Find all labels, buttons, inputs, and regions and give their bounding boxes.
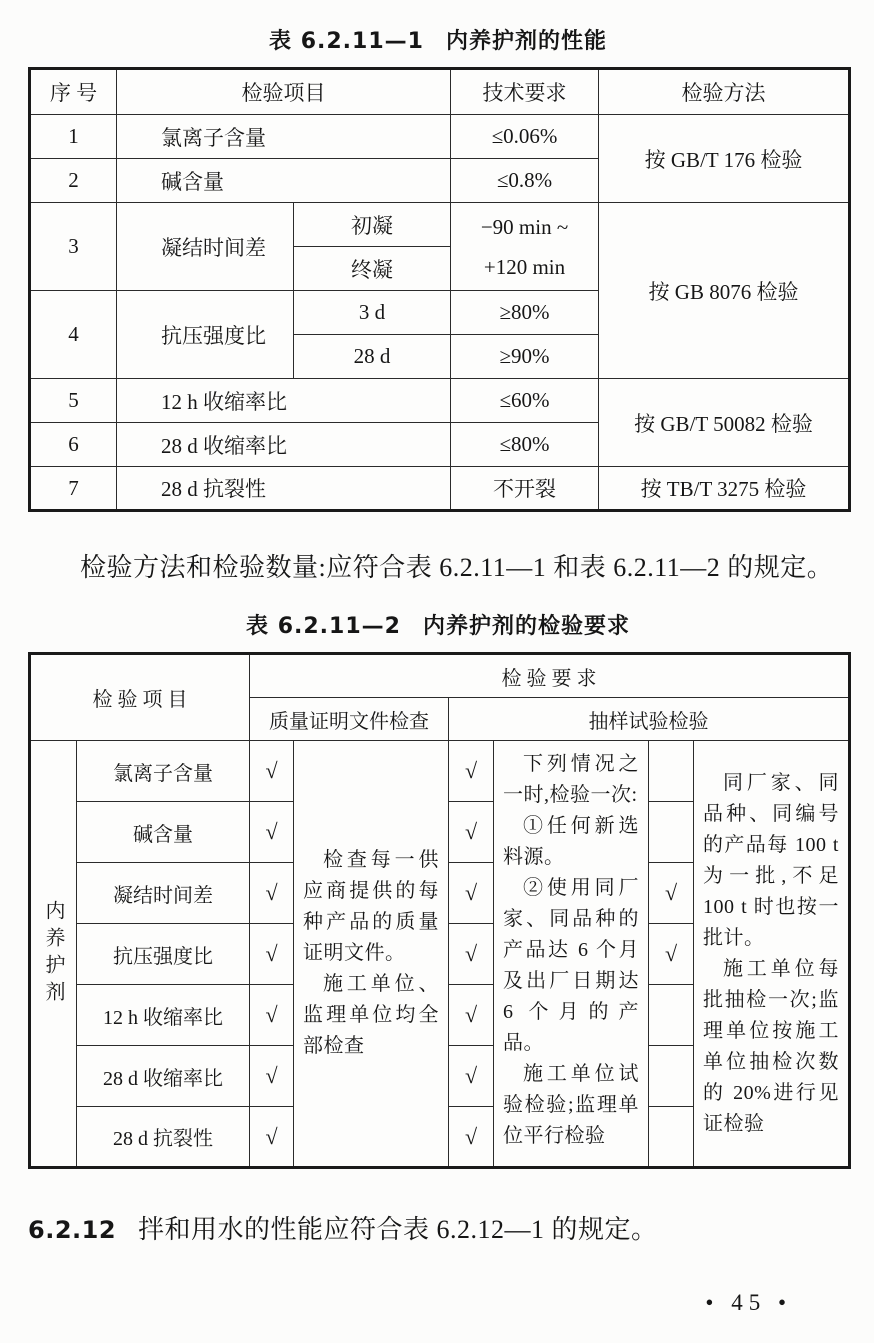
method-cell: 按 GB 8076 检验 [599, 203, 850, 379]
witness-check-cell: √ [649, 863, 694, 924]
requirement-line2: +120 min [483, 254, 566, 279]
table1-title [28, 24, 848, 55]
requirement-cell: ≤0.06% [451, 115, 599, 159]
sample-check-cell: √ [449, 1046, 494, 1107]
performance-table [28, 67, 851, 512]
table2-title [28, 609, 848, 640]
page-number: • 45 • [705, 1290, 792, 1315]
column-header-item: 检 验 项 目 [30, 654, 250, 741]
item-cell: 氯离子含量 [77, 741, 250, 802]
sampling-note-p3: ②使用同厂家、同品种的产品达 6 个月及出厂日期达 6 个月的产品。 [503, 877, 639, 1054]
column-header-item: 检验项目 [117, 69, 451, 115]
table-row [30, 741, 850, 802]
method-cell: 按 TB/T 3275 检验 [599, 467, 850, 511]
method-cell: 按 GB/T 50082 检验 [599, 379, 850, 467]
requirement-cell: ≤60% [451, 379, 599, 423]
sub-item-cell: 3 d [294, 291, 451, 335]
sampling-note-p2: ①任何新选料源。 [503, 815, 639, 868]
table2-title-text: 内养护剂的检验要求 [422, 614, 630, 639]
column-header-no: 序 号 [30, 69, 117, 115]
requirement-cell: ≤0.8% [451, 159, 599, 203]
cert-check-cell: √ [250, 802, 294, 863]
sub-item-cell: 终凝 [294, 247, 451, 291]
item-cell: 凝结时间差 [77, 863, 250, 924]
seq-cell: 5 [30, 379, 117, 423]
requirement-line1: −90 min ~ [480, 214, 569, 239]
cert-note-p2: 施工单位、监理单位均全部检查 [303, 973, 439, 1057]
column-header-sampling-test: 抽样试验检验 [449, 698, 850, 741]
table1-title-label: 表 6.2.11—1 [269, 29, 424, 54]
witness-check-cell [649, 802, 694, 863]
inspection-requirements-table [28, 652, 851, 1169]
item-cell: 碱含量 [117, 159, 451, 203]
batch-note-p2: 施工单位每批抽检一次;监理单位按施工单位抽检次数的 20%进行见证检验 [703, 957, 839, 1135]
sampling-note-p1: 下列情况之一时,检验一次: [503, 753, 639, 806]
sub-item-cell: 初凝 [294, 203, 451, 247]
column-header-requirement: 技术要求 [451, 69, 599, 115]
batch-note-p1: 同厂家、同品种、同编号的产品每 100 t 为一批,不足 100 t 时也按一批计。 [703, 771, 839, 949]
sampling-note-p4: 施工单位试验检验;监理单位平行检验 [503, 1063, 639, 1147]
witness-check-cell [649, 1046, 694, 1107]
table-header-row [30, 69, 850, 115]
clause-number: 6.2.12 [28, 1216, 117, 1244]
item-cell: 28 d 抗裂性 [77, 1107, 250, 1168]
column-header-requirement: 检 验 要 求 [250, 654, 850, 698]
sample-check-cell: √ [449, 1107, 494, 1168]
witness-check-cell [649, 1107, 694, 1168]
cert-check-cell: √ [250, 1107, 294, 1168]
method-cell: 按 GB/T 176 检验 [599, 115, 850, 203]
item-cell: 碱含量 [77, 802, 250, 863]
item-cell: 28 d 收缩率比 [77, 1046, 250, 1107]
table-row [30, 379, 850, 423]
body-paragraph: 检验方法和检验数量:应符合表 6.2.11—1 和表 6.2.11—2 的规定。 [80, 553, 834, 582]
sub-item-cell: 28 d [294, 335, 451, 379]
item-cell: 12 h 收缩率比 [117, 379, 451, 423]
witness-check-cell [649, 985, 694, 1046]
requirement-cell: ≤80% [451, 423, 599, 467]
group-label-cell: 内养护剂 [30, 741, 77, 1168]
table2-title-label: 表 6.2.11—2 [246, 614, 401, 639]
witness-check-cell [649, 741, 694, 802]
item-cell: 抗压强度比 [77, 924, 250, 985]
cert-check-cell: √ [250, 741, 294, 802]
seq-cell: 3 [30, 203, 117, 291]
item-cell: 12 h 收缩率比 [77, 985, 250, 1046]
item-cell: 28 d 抗裂性 [117, 467, 451, 511]
sample-check-cell: √ [449, 802, 494, 863]
item-cell: 凝结时间差 [117, 203, 294, 291]
item-cell: 抗压强度比 [117, 291, 294, 379]
seq-cell: 6 [30, 423, 117, 467]
cert-check-cell: √ [250, 1046, 294, 1107]
clause-text: 拌和用水的性能应符合表 6.2.12—1 的规定。 [138, 1215, 658, 1244]
requirement-cell [451, 203, 599, 291]
seq-cell: 1 [30, 115, 117, 159]
sample-check-cell: √ [449, 741, 494, 802]
table1-title-text: 内养护剂的性能 [445, 29, 607, 54]
cert-check-cell: √ [250, 863, 294, 924]
clause-6-2-12 [28, 1209, 848, 1246]
column-header-method: 检验方法 [599, 69, 850, 115]
table-row [30, 467, 850, 511]
sample-check-cell: √ [449, 924, 494, 985]
witness-check-cell: √ [649, 924, 694, 985]
cert-check-cell: √ [250, 985, 294, 1046]
seq-cell: 7 [30, 467, 117, 511]
item-cell: 氯离子含量 [117, 115, 451, 159]
table-row [30, 115, 850, 159]
seq-cell: 4 [30, 291, 117, 379]
item-cell: 28 d 收缩率比 [117, 423, 451, 467]
requirement-cell: 不开裂 [451, 467, 599, 511]
seq-cell: 2 [30, 159, 117, 203]
sample-check-cell: √ [449, 863, 494, 924]
cert-note-p1: 检查每一供应商提供的每种产品的质量证明文件。 [303, 849, 439, 964]
sampling-note-cell [494, 741, 649, 1168]
table-header-row [30, 654, 850, 698]
batch-note-cell [694, 741, 850, 1168]
column-header-cert-check: 质量证明文件检查 [250, 698, 449, 741]
requirement-cell: ≥80% [451, 291, 599, 335]
sample-check-cell: √ [449, 985, 494, 1046]
cert-check-cell: √ [250, 924, 294, 985]
cert-note-cell [294, 741, 449, 1168]
table-row [30, 203, 850, 247]
requirement-cell: ≥90% [451, 335, 599, 379]
